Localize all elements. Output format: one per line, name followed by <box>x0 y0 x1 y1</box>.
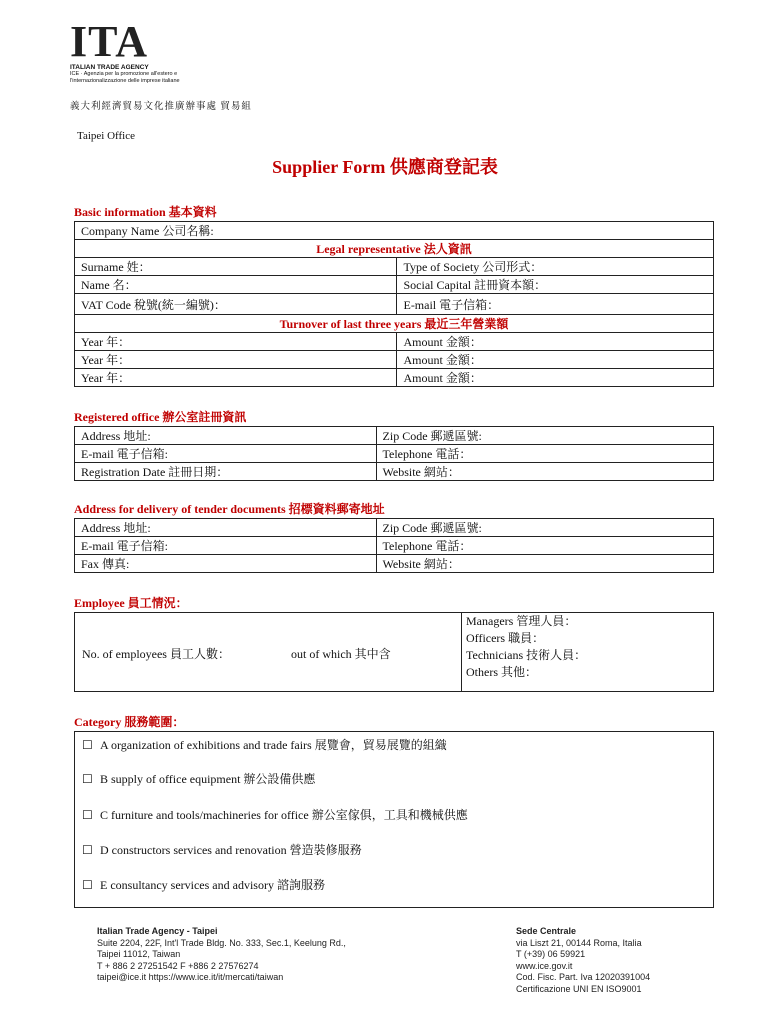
del-fax-field[interactable]: Fax 傳真: <box>75 555 377 573</box>
employee-count-field[interactable]: No. of employees 員工人數： <box>82 647 230 661</box>
footer-hq-name: Sede Centrale <box>516 926 577 936</box>
social-capital-field[interactable]: Social Capital 註冊資本額： <box>397 276 714 294</box>
category-option-d[interactable] <box>82 841 362 858</box>
logo-mark: ITA <box>70 17 148 66</box>
footer-hq-website[interactable]: www.ice.gov.it <box>516 960 573 971</box>
checkbox-icon[interactable]: ☐ <box>82 843 93 857</box>
footer-hq-tax: Cod. Fisc. Part. Iva 12020391004 <box>516 972 651 982</box>
category-heading: Category 服務範圍： <box>74 715 185 729</box>
employee-count-cell <box>75 613 462 691</box>
category-option-c[interactable] <box>82 806 468 823</box>
del-address-field[interactable]: Address 地址: <box>75 519 377 537</box>
legal-rep-heading: Legal representative 法人資訊 <box>75 240 714 258</box>
footer-agency-name: Italian Trade Agency - Taipei <box>97 926 218 936</box>
footer-left <box>97 926 346 984</box>
others-field[interactable]: Others 其他： <box>466 665 537 679</box>
category-label-c: C furniture and tools/machineries for office 辦公室傢俱，工具和機械供應 <box>100 808 468 822</box>
checkbox-icon[interactable]: ☐ <box>82 772 93 786</box>
del-telephone-field[interactable]: Telephone 電話： <box>376 537 713 555</box>
registered-office-heading: Registered office 辦公室註冊資訊 <box>74 410 247 424</box>
footer-address-1: Suite 2204, 22F, Int'l Trade Bldg. No. 333, Sec.1, Keelung Rd., <box>97 937 346 948</box>
amount-field-2[interactable]: Amount 金額： <box>397 351 714 369</box>
reg-email-field[interactable]: E-mail 電子信箱: <box>75 445 377 463</box>
category-label-a: A organization of exhibitions and trade fairs 展覽會，貿易展覽的組織 <box>100 738 447 752</box>
page-title: Supplier Form 供應商登記表 <box>272 157 498 177</box>
company-name-field[interactable]: Company Name 公司名稱: <box>75 222 714 240</box>
surname-field[interactable]: Surname 姓： <box>75 258 397 276</box>
basic-info-heading: Basic information 基本資料 <box>74 205 217 219</box>
amount-field-1[interactable]: Amount 金額： <box>397 333 714 351</box>
category-option-e[interactable] <box>82 876 325 893</box>
footer-right <box>516 926 650 995</box>
basic-email-field[interactable]: E-mail 電子信箱： <box>397 294 714 315</box>
year-field-1[interactable]: Year 年： <box>75 333 397 351</box>
footer-hq-phone: T (+39) 06 59921 <box>516 949 586 959</box>
reg-website-field[interactable]: Website 網站： <box>376 463 713 481</box>
employee-box <box>74 612 714 692</box>
year-field-3[interactable]: Year 年： <box>75 369 397 387</box>
footer-hq-address: via Liszt 21, 00144 Roma, Italia <box>516 937 642 948</box>
category-label-d: D constructors services and renovation 營造裝修服務 <box>100 843 362 857</box>
amount-field-3[interactable]: Amount 金額： <box>397 369 714 387</box>
society-type-field[interactable]: Type of Society 公司形式： <box>397 258 714 276</box>
footer-contact-link[interactable]: taipei@ice.it https://www.ice.it/it/mercati/taiwan <box>97 972 284 982</box>
office-label: Taipei Office <box>77 130 135 142</box>
reg-telephone-field[interactable]: Telephone 電話： <box>376 445 713 463</box>
logo-name: ITALIAN TRADE AGENCY <box>70 64 149 71</box>
name-field[interactable]: Name 名： <box>75 276 397 294</box>
employee-heading: Employee 員工情況： <box>74 596 188 610</box>
managers-field[interactable]: Managers 管理人員： <box>466 614 577 628</box>
registered-office-table <box>74 426 714 481</box>
reg-date-field[interactable]: Registration Date 註冊日期： <box>75 463 377 481</box>
out-of-which-label: out of which 其中含 <box>291 647 391 661</box>
logo-sub-2: l'internazionalizzazione delle imprese italiane <box>70 78 180 84</box>
turnover-heading: Turnover of last three years 最近三年營業額 <box>75 315 714 333</box>
basic-info-table <box>74 221 714 387</box>
footer-address-2: Taipei 11012, Taiwan <box>97 949 181 959</box>
technicians-field[interactable]: Technicians 技術人員： <box>466 648 587 662</box>
del-website-field[interactable]: Website 網站： <box>376 555 713 573</box>
ita-logo <box>70 17 190 85</box>
checkbox-icon[interactable]: ☐ <box>82 878 93 892</box>
del-zip-field[interactable]: Zip Code 郵遞區號: <box>376 519 713 537</box>
logo-sub-1: ICE · Agenzia per la promozione all'estero e <box>70 71 178 77</box>
category-label-e: E consultancy services and advisory 諮詢服務 <box>100 878 325 892</box>
footer-hq-cert: Certificazione UNI EN ISO9001 <box>516 983 642 994</box>
checkbox-icon[interactable]: ☐ <box>82 808 93 822</box>
footer-phone: T + 886 2 27251542 F +886 2 27576274 <box>97 960 259 971</box>
delivery-heading: Address for delivery of tender documents 招標資料郵寄地址 <box>74 502 385 516</box>
category-box <box>74 731 714 908</box>
vat-code-field[interactable]: VAT Code 稅號(統一編號)： <box>75 294 397 315</box>
category-option-b[interactable] <box>82 770 315 787</box>
del-email-field[interactable]: E-mail 電子信箱: <box>75 537 377 555</box>
category-option-a[interactable] <box>82 736 447 753</box>
delivery-table <box>74 518 714 573</box>
officers-field[interactable]: Officers 職員： <box>466 631 545 645</box>
chinese-office-name: 義大利經濟貿易文化推廣辦事處 貿易組 <box>70 102 252 112</box>
year-field-2[interactable]: Year 年： <box>75 351 397 369</box>
reg-address-field[interactable]: Address 地址: <box>75 427 377 445</box>
employee-breakdown <box>466 613 586 681</box>
checkbox-icon[interactable]: ☐ <box>82 738 93 752</box>
reg-zip-field[interactable]: Zip Code 郵遞區號: <box>376 427 713 445</box>
category-label-b: B supply of office equipment 辦公設備供應 <box>100 772 316 786</box>
